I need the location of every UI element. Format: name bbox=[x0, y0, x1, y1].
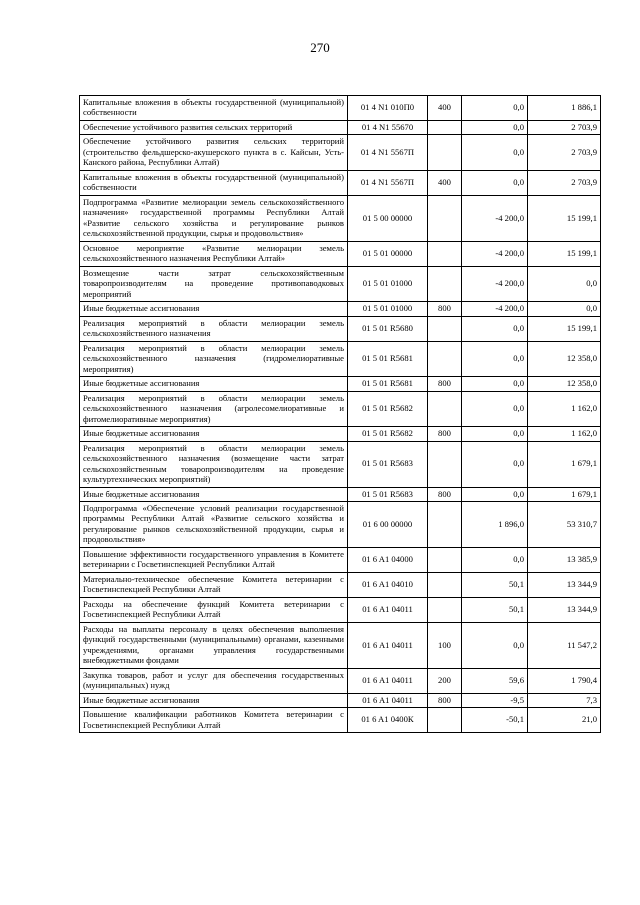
row-total-amount: 53 310,7 bbox=[528, 501, 601, 547]
table-row bbox=[80, 377, 601, 391]
row-target-code: 01 4 N1 5567П bbox=[348, 135, 428, 170]
row-description: Основное мероприятие «Развитие мелиорации земель сельскохозяйственного назначения Республики Алтай» bbox=[80, 241, 348, 266]
row-total-amount: 2 703,9 bbox=[528, 120, 601, 134]
row-total-amount: 15 199,1 bbox=[528, 195, 601, 241]
row-expense-type bbox=[428, 341, 462, 376]
row-change-amount: 0,0 bbox=[462, 341, 528, 376]
row-description: Реализация мероприятий в области мелиорации земель сельскохозяйственного назначения (гидромелиоративные мероприятия) bbox=[80, 341, 348, 376]
row-change-amount: 0,0 bbox=[462, 316, 528, 341]
table-row bbox=[80, 487, 601, 501]
row-total-amount: 1 162,0 bbox=[528, 427, 601, 441]
row-total-amount: 1 790,4 bbox=[528, 668, 601, 693]
row-description: Расходы на выплаты персоналу в целях обеспечения выполнения функций государственными (муниципальными) органами, казенными учреждениями, органами управления государственными внебюджетными фондами bbox=[80, 622, 348, 668]
row-description: Повышение эффективности государственного управления в Комитете ветеринарии с Госветинспекцией Республики Алтай bbox=[80, 547, 348, 572]
row-change-amount: 0,0 bbox=[462, 427, 528, 441]
row-expense-type bbox=[428, 391, 462, 426]
row-total-amount: 12 358,0 bbox=[528, 341, 601, 376]
row-change-amount: -4 200,0 bbox=[462, 266, 528, 301]
row-target-code: 01 5 01 R5682 bbox=[348, 427, 428, 441]
row-total-amount: 0,0 bbox=[528, 302, 601, 316]
row-total-amount: 1 162,0 bbox=[528, 391, 601, 426]
row-total-amount: 13 344,9 bbox=[528, 597, 601, 622]
row-target-code: 01 6 A1 04011 bbox=[348, 668, 428, 693]
row-description: Возмещение части затрат сельскохозяйственным товаропроизводителям на проведение противопаводковых мероприятий bbox=[80, 266, 348, 301]
row-target-code: 01 6 00 00000 bbox=[348, 501, 428, 547]
row-change-amount: -9,5 bbox=[462, 693, 528, 707]
row-description: Расходы на обеспечение функций Комитета ветеринарии с Госветинспекцией Республики Алтай bbox=[80, 597, 348, 622]
row-description: Обеспечение устойчивого развития сельских территорий bbox=[80, 120, 348, 134]
row-change-amount: 0,0 bbox=[462, 487, 528, 501]
row-change-amount: -4 200,0 bbox=[462, 241, 528, 266]
row-description: Иные бюджетные ассигнования bbox=[80, 427, 348, 441]
row-description: Подпрограмма «Развитие мелиорации земель сельскохозяйственного назначения» государственной программы Республики Алтай «Развитие сельского хозяйства и регулирование рынков сельскохозяйственной продукции, сырья и продовольствия» bbox=[80, 195, 348, 241]
page-number: 270 bbox=[310, 40, 330, 55]
row-expense-type: 400 bbox=[428, 96, 462, 121]
row-change-amount: 0,0 bbox=[462, 622, 528, 668]
row-change-amount: 0,0 bbox=[462, 96, 528, 121]
table-row bbox=[80, 170, 601, 195]
row-description: Капитальные вложения в объекты государственной (муниципальной) собственности bbox=[80, 170, 348, 195]
table-row bbox=[80, 693, 601, 707]
row-expense-type bbox=[428, 195, 462, 241]
row-expense-type: 800 bbox=[428, 302, 462, 316]
row-expense-type: 800 bbox=[428, 693, 462, 707]
table-row bbox=[80, 391, 601, 426]
row-target-code: 01 4 N1 55670 bbox=[348, 120, 428, 134]
row-target-code: 01 5 01 R5680 bbox=[348, 316, 428, 341]
row-target-code: 01 5 01 R5682 bbox=[348, 391, 428, 426]
row-total-amount: 15 199,1 bbox=[528, 241, 601, 266]
row-target-code: 01 5 01 R5683 bbox=[348, 487, 428, 501]
row-change-amount: -4 200,0 bbox=[462, 195, 528, 241]
row-expense-type bbox=[428, 316, 462, 341]
table-row bbox=[80, 135, 601, 170]
table-row bbox=[80, 195, 601, 241]
table-row bbox=[80, 572, 601, 597]
row-target-code: 01 6 A1 04000 bbox=[348, 547, 428, 572]
row-change-amount: 0,0 bbox=[462, 120, 528, 134]
table-row bbox=[80, 708, 601, 733]
row-change-amount: 0,0 bbox=[462, 391, 528, 426]
row-description: Реализация мероприятий в области мелиорации земель сельскохозяйственного назначения bbox=[80, 316, 348, 341]
row-expense-type bbox=[428, 441, 462, 487]
table-row bbox=[80, 241, 601, 266]
row-total-amount: 1 679,1 bbox=[528, 441, 601, 487]
table-row bbox=[80, 316, 601, 341]
row-expense-type bbox=[428, 266, 462, 301]
table-row bbox=[80, 96, 601, 121]
row-total-amount: 12 358,0 bbox=[528, 377, 601, 391]
row-description: Реализация мероприятий в области мелиорации земель сельскохозяйственного назначения (агролесомелиоративные и фитомелиоративные мероприятия) bbox=[80, 391, 348, 426]
row-target-code: 01 5 01 R5681 bbox=[348, 341, 428, 376]
row-target-code: 01 5 01 00000 bbox=[348, 241, 428, 266]
row-expense-type bbox=[428, 135, 462, 170]
budget-table-body bbox=[80, 96, 601, 733]
table-row bbox=[80, 501, 601, 547]
row-description: Иные бюджетные ассигнования bbox=[80, 377, 348, 391]
row-change-amount: -4 200,0 bbox=[462, 302, 528, 316]
row-total-amount: 7,3 bbox=[528, 693, 601, 707]
table-row bbox=[80, 302, 601, 316]
row-description: Обеспечение устойчивого развития сельских территорий (строительство фельдшерско-акушерского пункта в с. Кайсын, Усть-Канского района, Республики Алтай) bbox=[80, 135, 348, 170]
row-expense-type bbox=[428, 241, 462, 266]
row-change-amount: 0,0 bbox=[462, 441, 528, 487]
row-total-amount: 1 886,1 bbox=[528, 96, 601, 121]
row-expense-type bbox=[428, 501, 462, 547]
row-total-amount: 11 547,2 bbox=[528, 622, 601, 668]
row-change-amount: 0,0 bbox=[462, 377, 528, 391]
row-total-amount: 2 703,9 bbox=[528, 170, 601, 195]
row-description: Иные бюджетные ассигнования bbox=[80, 693, 348, 707]
row-expense-type: 800 bbox=[428, 487, 462, 501]
row-expense-type: 200 bbox=[428, 668, 462, 693]
row-expense-type bbox=[428, 120, 462, 134]
row-target-code: 01 6 A1 0400К bbox=[348, 708, 428, 733]
row-expense-type bbox=[428, 572, 462, 597]
row-total-amount: 21,0 bbox=[528, 708, 601, 733]
row-expense-type bbox=[428, 597, 462, 622]
row-total-amount: 15 199,1 bbox=[528, 316, 601, 341]
row-target-code: 01 6 A1 04011 bbox=[348, 693, 428, 707]
row-description: Иные бюджетные ассигнования bbox=[80, 487, 348, 501]
row-total-amount: 13 344,9 bbox=[528, 572, 601, 597]
row-expense-type bbox=[428, 547, 462, 572]
table-row bbox=[80, 622, 601, 668]
row-target-code: 01 6 A1 04011 bbox=[348, 597, 428, 622]
row-expense-type: 800 bbox=[428, 427, 462, 441]
row-expense-type bbox=[428, 708, 462, 733]
row-change-amount: 0,0 bbox=[462, 135, 528, 170]
row-target-code: 01 4 N1 5567П bbox=[348, 170, 428, 195]
row-change-amount: 0,0 bbox=[462, 547, 528, 572]
row-expense-type: 400 bbox=[428, 170, 462, 195]
row-target-code: 01 5 01 01000 bbox=[348, 266, 428, 301]
row-expense-type: 800 bbox=[428, 377, 462, 391]
row-target-code: 01 6 A1 04011 bbox=[348, 622, 428, 668]
budget-table bbox=[79, 95, 601, 733]
row-target-code: 01 5 00 00000 bbox=[348, 195, 428, 241]
row-change-amount: -50,1 bbox=[462, 708, 528, 733]
row-description: Капитальные вложения в объекты государственной (муниципальной) собственности bbox=[80, 96, 348, 121]
row-total-amount: 0,0 bbox=[528, 266, 601, 301]
row-change-amount: 0,0 bbox=[462, 170, 528, 195]
row-expense-type: 100 bbox=[428, 622, 462, 668]
row-description: Реализация мероприятий в области мелиорации земель сельскохозяйственного назначения (возмещение части затрат сельскохозяйственным товаропроизводителям на проведение культуртехнических мероприятий) bbox=[80, 441, 348, 487]
row-description: Иные бюджетные ассигнования bbox=[80, 302, 348, 316]
table-row bbox=[80, 441, 601, 487]
row-change-amount: 50,1 bbox=[462, 597, 528, 622]
row-change-amount: 59,6 bbox=[462, 668, 528, 693]
table-row bbox=[80, 341, 601, 376]
row-description: Материально-техническое обеспечение Комитета ветеринарии с Госветинспекцией Республики Алтай bbox=[80, 572, 348, 597]
row-description: Закупка товаров, работ и услуг для обеспечения государственных (муниципальных) нужд bbox=[80, 668, 348, 693]
row-target-code: 01 5 01 R5681 bbox=[348, 377, 428, 391]
table-row bbox=[80, 266, 601, 301]
row-description: Повышение квалификации работников Комитета ветеринарии с Госветинспекцией Республики Алтай bbox=[80, 708, 348, 733]
row-description: Подпрограмма «Обеспечение условий реализации государственной программы Республики Алтай «Развитие сельского хозяйства и регулирование рынков сельскохозяйственной продукции, сырья и продовольствия» bbox=[80, 501, 348, 547]
table-row bbox=[80, 668, 601, 693]
row-total-amount: 13 385,9 bbox=[528, 547, 601, 572]
table-row bbox=[80, 547, 601, 572]
row-target-code: 01 6 A1 04010 bbox=[348, 572, 428, 597]
row-target-code: 01 4 N1 010П0 bbox=[348, 96, 428, 121]
row-change-amount: 1 896,0 bbox=[462, 501, 528, 547]
table-row bbox=[80, 427, 601, 441]
row-total-amount: 1 679,1 bbox=[528, 487, 601, 501]
row-target-code: 01 5 01 R5683 bbox=[348, 441, 428, 487]
table-row bbox=[80, 597, 601, 622]
row-target-code: 01 5 01 01000 bbox=[348, 302, 428, 316]
table-row bbox=[80, 120, 601, 134]
row-change-amount: 50,1 bbox=[462, 572, 528, 597]
row-total-amount: 2 703,9 bbox=[528, 135, 601, 170]
